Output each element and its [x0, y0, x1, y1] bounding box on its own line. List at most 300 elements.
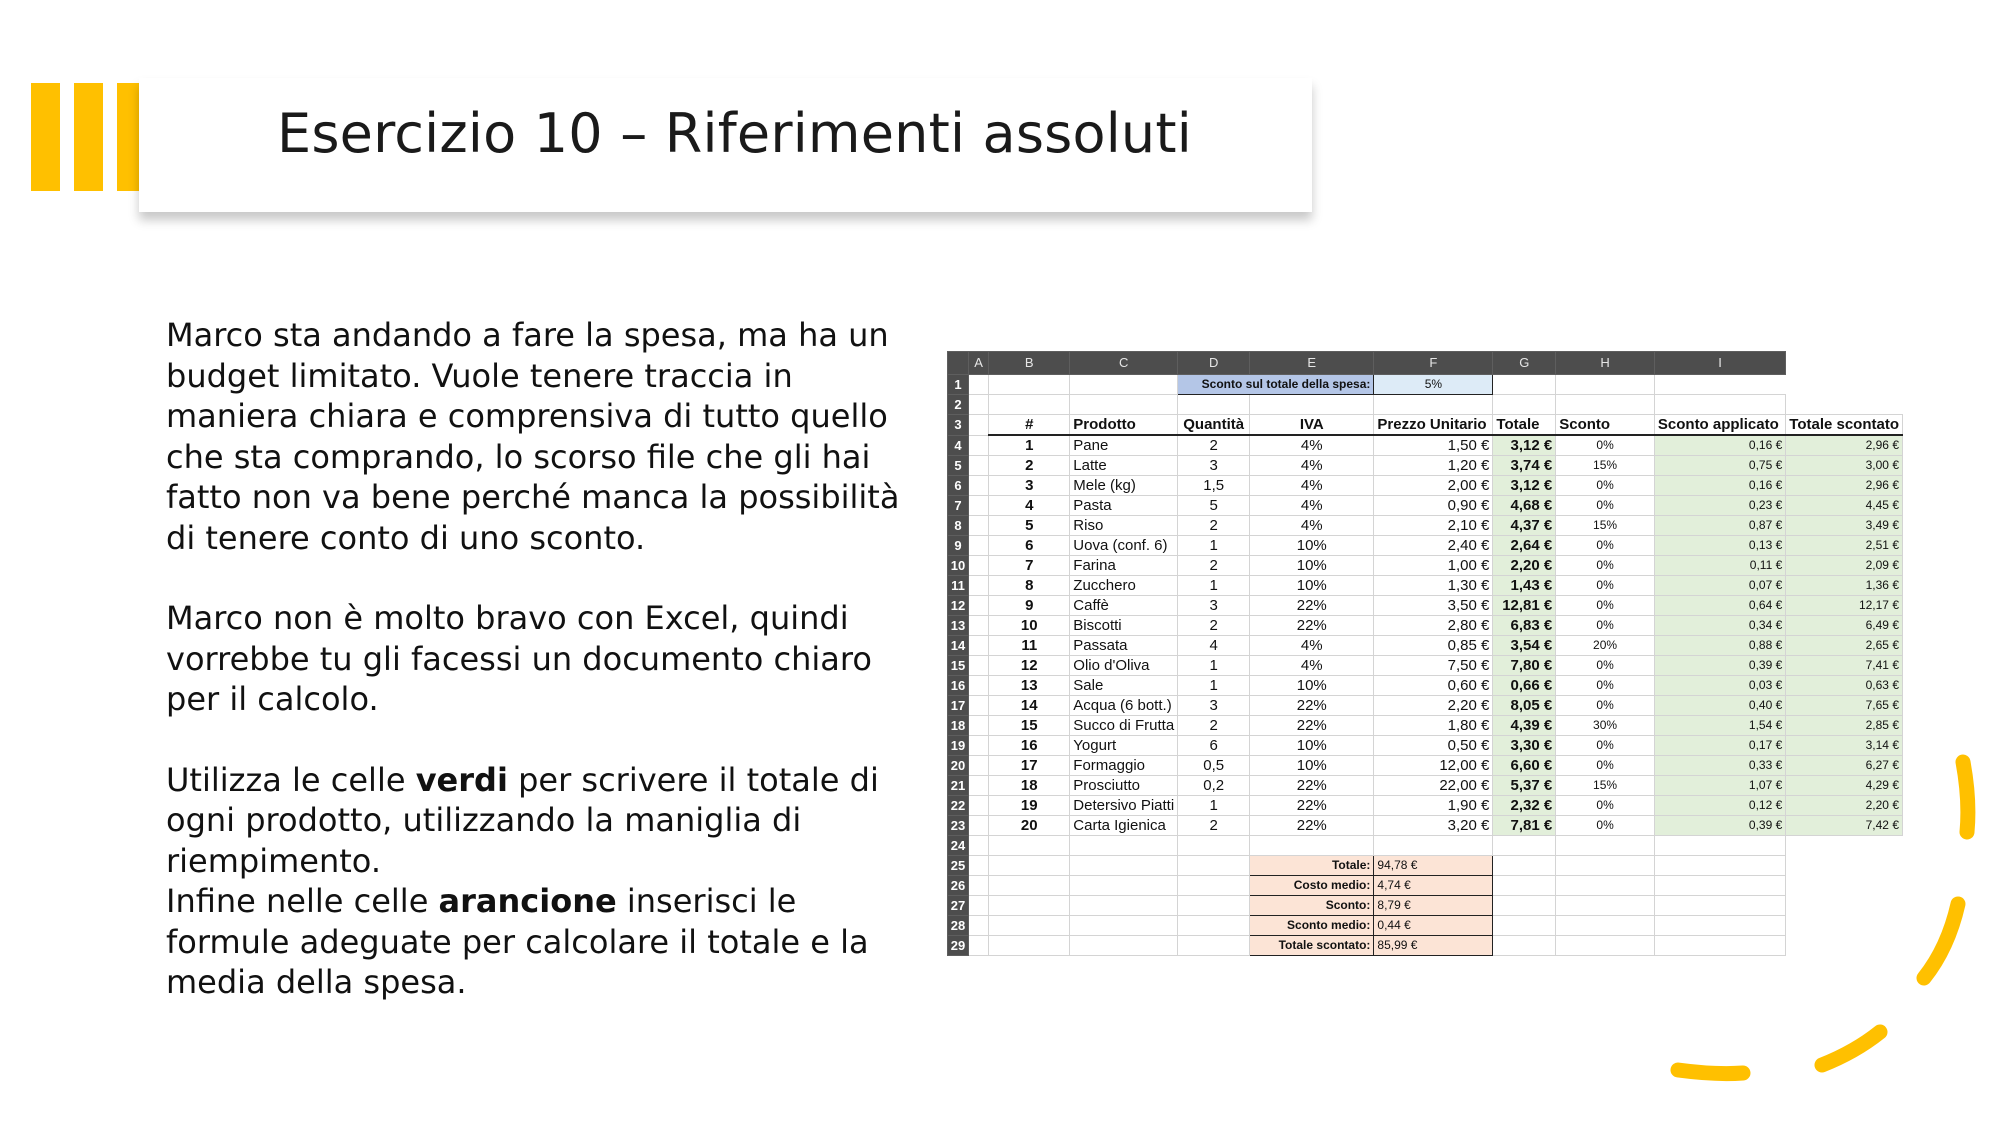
- sheet-row: [948, 656, 1903, 676]
- item-quantity: 1: [1178, 676, 1250, 696]
- paragraph-intro: Marco sta andando a fare la spesa, ma ha un budget limitato. Vuole tenere traccia in maniera chiara e comprensiva di tutto quello che sta comprando, lo scorso file che gli hai fatto non va bene perché manca la possibilità di tenere conto di uno sconto.: [166, 316, 900, 557]
- item-discount-applied: 0,07 €: [1654, 576, 1785, 596]
- item-discount-applied: 0,17 €: [1654, 736, 1785, 756]
- item-discount-applied: 0,64 €: [1654, 596, 1785, 616]
- title-card: [139, 78, 1312, 212]
- item-total: 8,05 €: [1493, 696, 1556, 716]
- item-quantity: 3: [1178, 596, 1250, 616]
- item-number: 13: [989, 676, 1070, 696]
- summary-value: 94,78 €: [1374, 856, 1493, 876]
- item-quantity: 2: [1178, 516, 1250, 536]
- item-quantity: 1: [1178, 656, 1250, 676]
- cell: [969, 456, 989, 476]
- item-discount: 0%: [1556, 476, 1655, 496]
- arc-dash: [1963, 762, 1968, 832]
- item-number: 20: [989, 816, 1070, 836]
- cell: [969, 616, 989, 636]
- bold-orange: arancione: [438, 882, 617, 920]
- item-number: 1: [989, 435, 1070, 456]
- item-total: 0,66 €: [1493, 676, 1556, 696]
- item-discount-applied: 0,11 €: [1654, 556, 1785, 576]
- discount-value: 5%: [1374, 375, 1493, 395]
- item-unit-price: 1,90 €: [1374, 796, 1493, 816]
- header-vat: IVA: [1250, 415, 1374, 436]
- item-quantity: 2: [1178, 435, 1250, 456]
- row-number: 11: [948, 576, 969, 596]
- item-total: 6,83 €: [1493, 616, 1556, 636]
- cell: [1070, 395, 1178, 415]
- sheet-row: [948, 596, 1903, 616]
- summary-label: Sconto:: [1250, 896, 1374, 916]
- item-product: Zucchero: [1070, 576, 1178, 596]
- item-discount: 20%: [1556, 636, 1655, 656]
- cell: [969, 876, 989, 896]
- item-unit-price: 1,20 €: [1374, 456, 1493, 476]
- item-vat: 10%: [1250, 576, 1374, 596]
- cell: [969, 496, 989, 516]
- item-number: 12: [989, 656, 1070, 676]
- cell: [969, 776, 989, 796]
- item-number: 19: [989, 796, 1070, 816]
- item-discount: 0%: [1556, 435, 1655, 456]
- row-number: 24: [948, 836, 969, 856]
- item-discount-applied: 0,16 €: [1654, 476, 1785, 496]
- item-quantity: 2: [1178, 556, 1250, 576]
- cell: [1178, 856, 1250, 876]
- sheet-row: [948, 676, 1903, 696]
- item-unit-price: 1,30 €: [1374, 576, 1493, 596]
- item-vat: 22%: [1250, 716, 1374, 736]
- row-number: 16: [948, 676, 969, 696]
- cell: [969, 415, 989, 436]
- cell: [989, 375, 1070, 395]
- item-unit-price: 0,60 €: [1374, 676, 1493, 696]
- arc-dash: [1678, 1070, 1743, 1074]
- accent-bar: [74, 83, 103, 191]
- row-number: 17: [948, 696, 969, 716]
- cell: [1178, 395, 1250, 415]
- item-discount: 0%: [1556, 816, 1655, 836]
- cell: [989, 395, 1070, 415]
- item-vat: 22%: [1250, 616, 1374, 636]
- item-discount-applied: 0,13 €: [1654, 536, 1785, 556]
- cell: [969, 856, 989, 876]
- item-number: 16: [989, 736, 1070, 756]
- item-discount-applied: 0,34 €: [1654, 616, 1785, 636]
- item-discounted-total: 4,29 €: [1786, 776, 1903, 796]
- column-header: E: [1250, 352, 1374, 375]
- bold-green: verdi: [415, 760, 508, 799]
- accent-bar: [31, 83, 60, 191]
- cell: [969, 656, 989, 676]
- item-discount-applied: 0,88 €: [1654, 636, 1785, 656]
- item-unit-price: 7,50 €: [1374, 656, 1493, 676]
- header-applied: Sconto applicato: [1654, 415, 1785, 436]
- item-number: 3: [989, 476, 1070, 496]
- paragraph-orange-cells: [166, 881, 906, 1003]
- item-discount: 0%: [1556, 796, 1655, 816]
- item-total: 3,12 €: [1493, 435, 1556, 456]
- item-quantity: 2: [1178, 716, 1250, 736]
- item-discount: 0%: [1556, 756, 1655, 776]
- item-vat: 22%: [1250, 816, 1374, 836]
- item-vat: 4%: [1250, 516, 1374, 536]
- cell: [1493, 395, 1556, 415]
- item-number: 8: [989, 576, 1070, 596]
- summary-label: Costo medio:: [1250, 876, 1374, 896]
- item-discounted-total: 12,17 €: [1786, 596, 1903, 616]
- item-product: Yogurt: [1070, 736, 1178, 756]
- summary-value: 0,44 €: [1374, 916, 1493, 936]
- cell: [1493, 916, 1556, 936]
- summary-label: Sconto medio:: [1250, 916, 1374, 936]
- sheet-row: [948, 476, 1903, 496]
- sheet-row: [948, 496, 1903, 516]
- cell: [1070, 856, 1178, 876]
- item-unit-price: 12,00 €: [1374, 756, 1493, 776]
- cell: [969, 756, 989, 776]
- paragraph-request: Marco non è molto bravo con Excel, quindi vorrebbe tu gli facessi un documento chiaro per il calcolo.: [166, 599, 872, 718]
- item-unit-price: 0,85 €: [1374, 636, 1493, 656]
- cell: [989, 876, 1070, 896]
- cell: [1654, 395, 1785, 415]
- paragraph-green-cells: [166, 760, 906, 882]
- item-product: Carta Igienica: [1070, 816, 1178, 836]
- item-discounted-total: 4,45 €: [1786, 496, 1903, 516]
- cell: [1493, 876, 1556, 896]
- cell: [1178, 876, 1250, 896]
- row-number: 5: [948, 456, 969, 476]
- item-total: 4,68 €: [1493, 496, 1556, 516]
- item-discount: 0%: [1556, 556, 1655, 576]
- item-quantity: 1,5: [1178, 476, 1250, 496]
- item-product: Caffè: [1070, 596, 1178, 616]
- cell: [969, 375, 989, 395]
- item-product: Passata: [1070, 636, 1178, 656]
- item-vat: 4%: [1250, 636, 1374, 656]
- item-vat: 4%: [1250, 656, 1374, 676]
- item-discount-applied: 0,87 €: [1654, 516, 1785, 536]
- item-discount-applied: 0,40 €: [1654, 696, 1785, 716]
- cell: [1250, 395, 1374, 415]
- sheet-row: [948, 616, 1903, 636]
- sheet-row: [948, 576, 1903, 596]
- header-discount: Sconto: [1556, 415, 1655, 436]
- column-header: B: [989, 352, 1070, 375]
- item-discount-applied: 1,07 €: [1654, 776, 1785, 796]
- item-quantity: 2: [1178, 816, 1250, 836]
- item-unit-price: 2,40 €: [1374, 536, 1493, 556]
- sheet-row: [948, 716, 1903, 736]
- item-discounted-total: 2,09 €: [1786, 556, 1903, 576]
- cell: [1493, 936, 1556, 956]
- discount-label: Sconto sul totale della spesa:: [1178, 375, 1374, 395]
- item-unit-price: 2,00 €: [1374, 476, 1493, 496]
- item-discounted-total: 2,51 €: [1786, 536, 1903, 556]
- column-header: H: [1556, 352, 1655, 375]
- item-unit-price: 2,80 €: [1374, 616, 1493, 636]
- cell: [1070, 896, 1178, 916]
- column-header: G: [1493, 352, 1556, 375]
- item-number: 6: [989, 536, 1070, 556]
- item-total: 7,80 €: [1493, 656, 1556, 676]
- item-product: Latte: [1070, 456, 1178, 476]
- cell: [1178, 916, 1250, 936]
- item-quantity: 1: [1178, 576, 1250, 596]
- row-number: 27: [948, 896, 969, 916]
- item-total: 2,32 €: [1493, 796, 1556, 816]
- header-discounted-total: Totale scontato: [1786, 415, 1903, 436]
- cell: [969, 395, 989, 415]
- item-total: 3,74 €: [1493, 456, 1556, 476]
- item-discounted-total: 3,49 €: [1786, 516, 1903, 536]
- item-quantity: 1: [1178, 796, 1250, 816]
- item-quantity: 3: [1178, 696, 1250, 716]
- summary-value: 4,74 €: [1374, 876, 1493, 896]
- item-total: 4,37 €: [1493, 516, 1556, 536]
- item-total: 4,39 €: [1493, 716, 1556, 736]
- item-number: 17: [989, 756, 1070, 776]
- item-discount: 15%: [1556, 516, 1655, 536]
- cell: [1493, 836, 1556, 856]
- item-total: 7,81 €: [1493, 816, 1556, 836]
- row-number: 23: [948, 816, 969, 836]
- item-discount: 0%: [1556, 736, 1655, 756]
- cell: [969, 676, 989, 696]
- cell: [969, 936, 989, 956]
- item-product: Farina: [1070, 556, 1178, 576]
- summary-label: Totale:: [1250, 856, 1374, 876]
- item-unit-price: 0,90 €: [1374, 496, 1493, 516]
- row-number: 22: [948, 796, 969, 816]
- item-total: 12,81 €: [1493, 596, 1556, 616]
- sheet-row: [948, 456, 1903, 476]
- cell: [969, 516, 989, 536]
- sheet-row: [948, 415, 1903, 436]
- item-product: Succo di Frutta: [1070, 716, 1178, 736]
- sheet-row: [948, 352, 1903, 375]
- cell: [1178, 896, 1250, 916]
- cell: [969, 836, 989, 856]
- item-discounted-total: 0,63 €: [1786, 676, 1903, 696]
- cell: [969, 816, 989, 836]
- header-total: Totale: [1493, 415, 1556, 436]
- row-number: 18: [948, 716, 969, 736]
- item-total: 3,30 €: [1493, 736, 1556, 756]
- sheet-row: [948, 556, 1903, 576]
- row-number: 21: [948, 776, 969, 796]
- slide-title: Esercizio 10 – Riferimenti assoluti: [277, 102, 1192, 165]
- item-number: 14: [989, 696, 1070, 716]
- item-number: 7: [989, 556, 1070, 576]
- item-quantity: 4: [1178, 636, 1250, 656]
- item-unit-price: 0,50 €: [1374, 736, 1493, 756]
- sheet-row: [948, 516, 1903, 536]
- text-span: per scrivere il totale di ogni prodotto, utilizzando la maniglia di riempimento.: [166, 760, 879, 880]
- row-number: 1: [948, 375, 969, 395]
- cell: [1493, 896, 1556, 916]
- item-product: Acqua (6 bott.): [1070, 696, 1178, 716]
- item-total: 2,64 €: [1493, 536, 1556, 556]
- accent-bar: [117, 83, 139, 191]
- cell: [1070, 936, 1178, 956]
- item-vat: 22%: [1250, 596, 1374, 616]
- instructions-text: [166, 315, 906, 1003]
- item-product: Biscotti: [1070, 616, 1178, 636]
- cell: [989, 836, 1070, 856]
- item-quantity: 6: [1178, 736, 1250, 756]
- text-span: inserisci le formule adeguate per calcolare il totale e la media della spesa.: [166, 882, 869, 1001]
- item-discount-applied: 0,39 €: [1654, 816, 1785, 836]
- item-discounted-total: 7,65 €: [1786, 696, 1903, 716]
- cell: [969, 716, 989, 736]
- cell: [1070, 375, 1178, 395]
- column-header: F: [1374, 352, 1493, 375]
- row-number: 19: [948, 736, 969, 756]
- header-product: Prodotto: [1070, 415, 1178, 436]
- row-number: 20: [948, 756, 969, 776]
- sheet-row: [948, 696, 1903, 716]
- item-unit-price: 2,10 €: [1374, 516, 1493, 536]
- item-discount: 0%: [1556, 496, 1655, 516]
- item-product: Riso: [1070, 516, 1178, 536]
- header-qty: Quantità: [1178, 415, 1250, 436]
- item-number: 18: [989, 776, 1070, 796]
- item-total: 1,43 €: [1493, 576, 1556, 596]
- item-discount-applied: 0,16 €: [1654, 435, 1785, 456]
- item-product: Sale: [1070, 676, 1178, 696]
- row-number: 10: [948, 556, 969, 576]
- item-number: 4: [989, 496, 1070, 516]
- cell: [969, 556, 989, 576]
- cell: [1070, 876, 1178, 896]
- row-number: 9: [948, 536, 969, 556]
- cell: [969, 536, 989, 556]
- item-vat: 10%: [1250, 736, 1374, 756]
- summary-value: 8,79 €: [1374, 896, 1493, 916]
- row-number: 2: [948, 395, 969, 415]
- item-discount: 0%: [1556, 536, 1655, 556]
- item-quantity: 0,5: [1178, 756, 1250, 776]
- item-discount-applied: 1,54 €: [1654, 716, 1785, 736]
- cell: [969, 896, 989, 916]
- cell: [1070, 836, 1178, 856]
- item-discount: 0%: [1556, 616, 1655, 636]
- item-number: 9: [989, 596, 1070, 616]
- sheet-row: [948, 375, 1903, 395]
- item-unit-price: 22,00 €: [1374, 776, 1493, 796]
- item-vat: 22%: [1250, 796, 1374, 816]
- item-total: 2,20 €: [1493, 556, 1556, 576]
- sheet-row: [948, 395, 1903, 415]
- row-number: 14: [948, 636, 969, 656]
- item-discount: 15%: [1556, 456, 1655, 476]
- item-product: Uova (conf. 6): [1070, 536, 1178, 556]
- cell: [1374, 395, 1493, 415]
- row-number: 13: [948, 616, 969, 636]
- item-vat: 4%: [1250, 496, 1374, 516]
- item-discounted-total: 6,49 €: [1786, 616, 1903, 636]
- item-vat: 10%: [1250, 536, 1374, 556]
- item-product: Olio d'Oliva: [1070, 656, 1178, 676]
- item-vat: 4%: [1250, 476, 1374, 496]
- item-product: Formaggio: [1070, 756, 1178, 776]
- accent-bars-logo: [31, 83, 139, 191]
- item-discount-applied: 0,39 €: [1654, 656, 1785, 676]
- cell: [969, 636, 989, 656]
- header-unit-price: Prezzo Unitario: [1374, 415, 1493, 436]
- item-discounted-total: 2,20 €: [1786, 796, 1903, 816]
- item-unit-price: 3,50 €: [1374, 596, 1493, 616]
- decorative-dashed-arc: [1640, 740, 1980, 1100]
- item-discount: 0%: [1556, 656, 1655, 676]
- cell: [989, 936, 1070, 956]
- cell: [1250, 836, 1374, 856]
- row-number: 12: [948, 596, 969, 616]
- item-discount-applied: 0,12 €: [1654, 796, 1785, 816]
- item-vat: 22%: [1250, 776, 1374, 796]
- row-number: 26: [948, 876, 969, 896]
- item-discount: 30%: [1556, 716, 1655, 736]
- item-product: Mele (kg): [1070, 476, 1178, 496]
- item-product: Pasta: [1070, 496, 1178, 516]
- item-product: Prosciutto: [1070, 776, 1178, 796]
- arc-dash: [1924, 904, 1958, 978]
- summary-value: 85,99 €: [1374, 936, 1493, 956]
- column-header: C: [1070, 352, 1178, 375]
- row-number: 15: [948, 656, 969, 676]
- text-span: Utilizza le celle: [166, 760, 416, 799]
- item-unit-price: 1,80 €: [1374, 716, 1493, 736]
- select-all-corner: [948, 352, 969, 375]
- cell: [969, 696, 989, 716]
- item-discount-applied: 0,23 €: [1654, 496, 1785, 516]
- item-total: 3,12 €: [1493, 476, 1556, 496]
- cell: [1493, 856, 1556, 876]
- item-discount: 0%: [1556, 696, 1655, 716]
- item-unit-price: 3,20 €: [1374, 816, 1493, 836]
- item-quantity: 5: [1178, 496, 1250, 516]
- item-discount-applied: 0,75 €: [1654, 456, 1785, 476]
- item-total: 6,60 €: [1493, 756, 1556, 776]
- item-discount: 15%: [1556, 776, 1655, 796]
- row-number: 29: [948, 936, 969, 956]
- item-discounted-total: 7,42 €: [1786, 816, 1903, 836]
- item-vat: 22%: [1250, 696, 1374, 716]
- item-unit-price: 1,50 €: [1374, 435, 1493, 456]
- row-number: 25: [948, 856, 969, 876]
- cell: [1070, 916, 1178, 936]
- item-discounted-total: 3,00 €: [1786, 456, 1903, 476]
- item-number: 2: [989, 456, 1070, 476]
- column-header: A: [969, 352, 989, 375]
- summary-label: Totale scontato:: [1250, 936, 1374, 956]
- row-number: 3: [948, 415, 969, 436]
- item-unit-price: 2,20 €: [1374, 696, 1493, 716]
- sheet-row: [948, 536, 1903, 556]
- item-vat: 4%: [1250, 435, 1374, 456]
- item-vat: 10%: [1250, 676, 1374, 696]
- item-number: 15: [989, 716, 1070, 736]
- row-number: 8: [948, 516, 969, 536]
- row-number: 6: [948, 476, 969, 496]
- cell: [989, 856, 1070, 876]
- column-header: I: [1654, 352, 1785, 375]
- item-quantity: 0,2: [1178, 776, 1250, 796]
- cell: [969, 796, 989, 816]
- row-number: 28: [948, 916, 969, 936]
- cell: [1493, 375, 1556, 395]
